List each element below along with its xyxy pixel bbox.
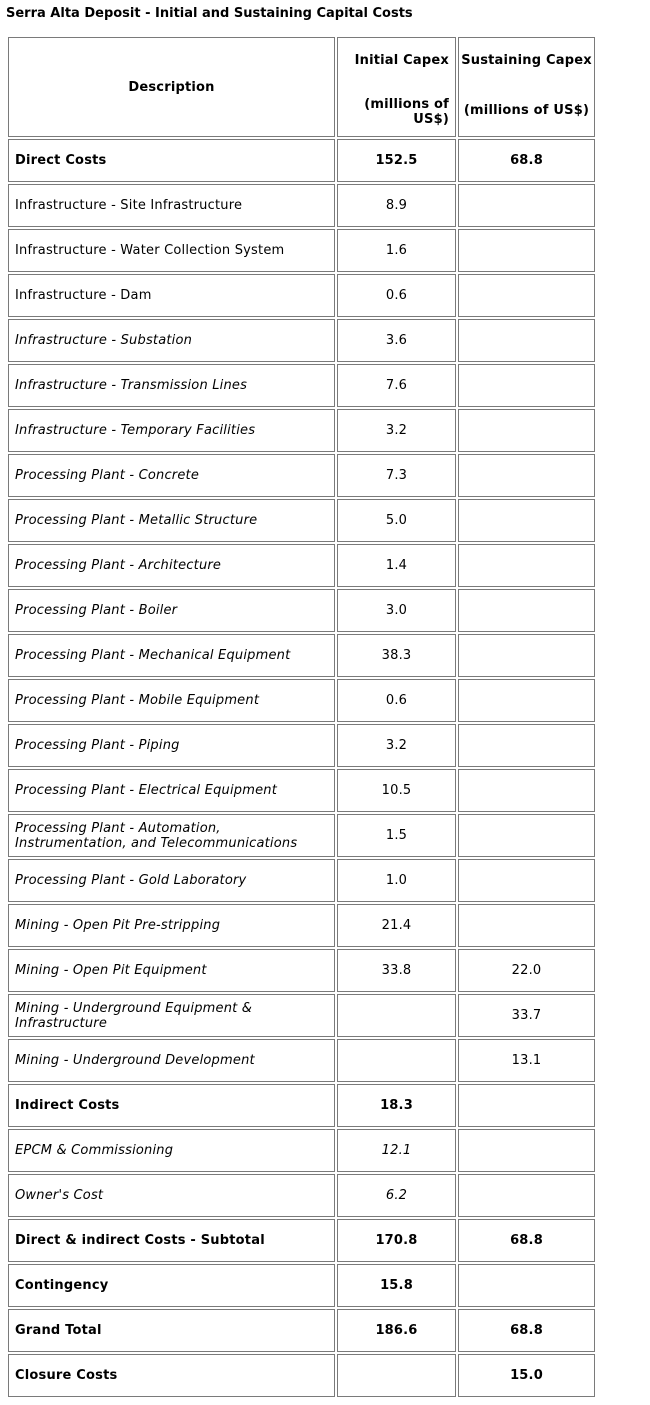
row-sustaining-capex [458, 859, 595, 902]
header-sustaining-capex [458, 37, 595, 137]
row-description: Indirect Costs [8, 1084, 335, 1127]
row-initial-capex: 1.5 [337, 814, 456, 857]
row-initial-capex: 18.3 [337, 1084, 456, 1127]
row-description: Processing Plant - Mobile Equipment [8, 679, 335, 722]
table-row [8, 454, 595, 497]
row-description: Direct Costs [8, 139, 335, 182]
row-description: Infrastructure - Transmission Lines [8, 364, 335, 407]
row-sustaining-capex [458, 1174, 595, 1217]
row-description: Mining - Underground Development [8, 1039, 335, 1082]
row-initial-capex [337, 1039, 456, 1082]
table-row [8, 1309, 595, 1352]
table-row [8, 679, 595, 722]
table-row [8, 769, 595, 812]
row-initial-capex: 0.6 [337, 679, 456, 722]
row-description: Owner's Cost [8, 1174, 335, 1217]
header-row [8, 37, 595, 137]
header-sustaining-line2: (millions of US$) [463, 103, 590, 118]
row-description: EPCM & Commissioning [8, 1129, 335, 1172]
row-sustaining-capex: 22.0 [458, 949, 595, 992]
row-sustaining-capex [458, 1264, 595, 1307]
header-description: Description [8, 37, 335, 137]
row-initial-capex: 7.6 [337, 364, 456, 407]
row-description: Mining - Open Pit Equipment [8, 949, 335, 992]
table-row [8, 1219, 595, 1262]
row-description: Processing Plant - Architecture [8, 544, 335, 587]
row-initial-capex: 186.6 [337, 1309, 456, 1352]
row-sustaining-capex [458, 274, 595, 317]
row-initial-capex: 6.2 [337, 1174, 456, 1217]
table-row [8, 904, 595, 947]
table-row [8, 949, 595, 992]
row-description: Processing Plant - Piping [8, 724, 335, 767]
row-initial-capex: 10.5 [337, 769, 456, 812]
row-sustaining-capex [458, 769, 595, 812]
row-description: Processing Plant - Concrete [8, 454, 335, 497]
table-row [8, 409, 595, 452]
table-row [8, 724, 595, 767]
row-initial-capex: 7.3 [337, 454, 456, 497]
row-description: Processing Plant - Mechanical Equipment [8, 634, 335, 677]
row-sustaining-capex [458, 184, 595, 227]
row-sustaining-capex [458, 409, 595, 452]
row-initial-capex: 38.3 [337, 634, 456, 677]
row-sustaining-capex [458, 229, 595, 272]
row-sustaining-capex: 68.8 [458, 1219, 595, 1262]
table-row [8, 184, 595, 227]
row-sustaining-capex [458, 319, 595, 362]
table-row [8, 1354, 595, 1397]
row-description: Closure Costs [8, 1354, 335, 1397]
table-row [8, 1264, 595, 1307]
row-sustaining-capex [458, 454, 595, 497]
row-sustaining-capex [458, 1129, 595, 1172]
row-initial-capex: 12.1 [337, 1129, 456, 1172]
table-row [8, 1039, 595, 1082]
row-initial-capex: 3.6 [337, 319, 456, 362]
row-description: Grand Total [8, 1309, 335, 1352]
table-row [8, 319, 595, 362]
row-initial-capex: 3.2 [337, 409, 456, 452]
row-description: Processing Plant - Gold Laboratory [8, 859, 335, 902]
row-description: Processing Plant - Electrical Equipment [8, 769, 335, 812]
row-sustaining-capex [458, 589, 595, 632]
header-initial-capex [337, 37, 456, 137]
row-description: Infrastructure - Site Infrastructure [8, 184, 335, 227]
row-initial-capex: 3.0 [337, 589, 456, 632]
table-row [8, 274, 595, 317]
table-row [8, 589, 595, 632]
row-sustaining-capex [458, 634, 595, 677]
header-initial-line2-text: (millions of US$) [364, 97, 449, 127]
row-sustaining-capex [458, 1084, 595, 1127]
row-description: Infrastructure - Dam [8, 274, 335, 317]
row-description: Direct & indirect Costs - Subtotal [8, 1219, 335, 1262]
row-sustaining-capex: 68.8 [458, 139, 595, 182]
row-sustaining-capex: 13.1 [458, 1039, 595, 1082]
row-sustaining-capex [458, 499, 595, 542]
header-sustaining-line1: Sustaining Capex [461, 53, 592, 68]
header-initial-line2 [338, 97, 449, 127]
row-initial-capex [337, 1354, 456, 1397]
row-sustaining-capex: 15.0 [458, 1354, 595, 1397]
row-description: Processing Plant - Boiler [8, 589, 335, 632]
row-description: Contingency [8, 1264, 335, 1307]
row-description: Infrastructure - Substation [8, 319, 335, 362]
table-row [8, 229, 595, 272]
row-initial-capex: 33.8 [337, 949, 456, 992]
table-row [8, 364, 595, 407]
table-row [8, 1129, 595, 1172]
row-sustaining-capex [458, 814, 595, 857]
row-sustaining-capex [458, 679, 595, 722]
row-sustaining-capex [458, 544, 595, 587]
row-initial-capex: 1.4 [337, 544, 456, 587]
table-row [8, 499, 595, 542]
row-description: Infrastructure - Temporary Facilities [8, 409, 335, 452]
row-sustaining-capex: 68.8 [458, 1309, 595, 1352]
row-initial-capex: 170.8 [337, 1219, 456, 1262]
capital-costs-table [6, 35, 597, 1399]
row-initial-capex: 1.6 [337, 229, 456, 272]
row-sustaining-capex: 33.7 [458, 994, 595, 1037]
table-row [8, 994, 595, 1037]
row-initial-capex: 21.4 [337, 904, 456, 947]
table-row [8, 1084, 595, 1127]
row-description: Processing Plant - Automation, Instrumentation, and Telecommunications [8, 814, 335, 857]
table-row [8, 544, 595, 587]
table-row [8, 859, 595, 902]
row-initial-capex: 1.0 [337, 859, 456, 902]
row-description: Mining - Underground Equipment & Infrastructure [8, 994, 335, 1037]
row-initial-capex: 152.5 [337, 139, 456, 182]
row-sustaining-capex [458, 364, 595, 407]
row-initial-capex: 0.6 [337, 274, 456, 317]
table-title: Serra Alta Deposit - Initial and Sustaining Capital Costs [6, 6, 413, 21]
row-description: Infrastructure - Water Collection System [8, 229, 335, 272]
row-initial-capex: 15.8 [337, 1264, 456, 1307]
row-initial-capex: 8.9 [337, 184, 456, 227]
table-row [8, 139, 595, 182]
table-row [8, 814, 595, 857]
row-initial-capex [337, 994, 456, 1037]
row-description: Mining - Open Pit Pre-stripping [8, 904, 335, 947]
row-sustaining-capex [458, 724, 595, 767]
row-sustaining-capex [458, 904, 595, 947]
table-row [8, 1174, 595, 1217]
table-row [8, 634, 595, 677]
header-initial-line1: Initial Capex [354, 53, 449, 68]
table-body [8, 37, 595, 1397]
row-description: Processing Plant - Metallic Structure [8, 499, 335, 542]
row-initial-capex: 5.0 [337, 499, 456, 542]
row-initial-capex: 3.2 [337, 724, 456, 767]
